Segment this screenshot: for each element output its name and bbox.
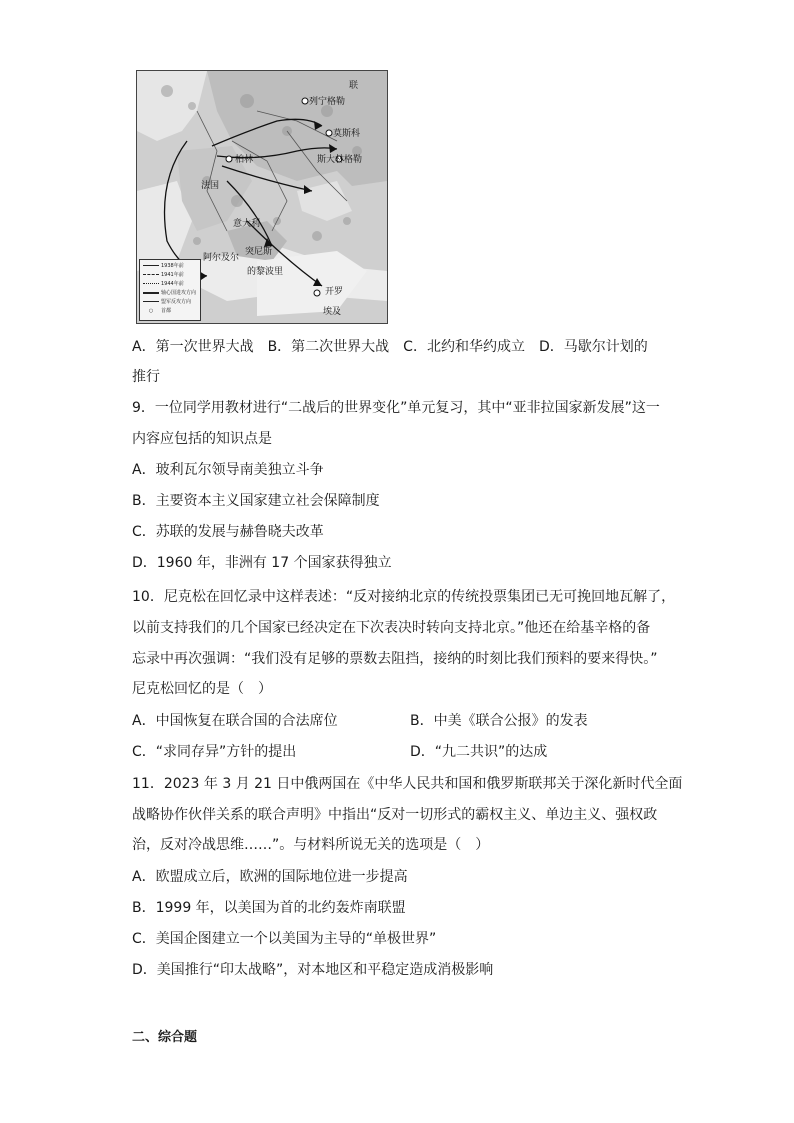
q10-option-b: B．中美《联合公报》的发表: [410, 713, 588, 729]
q8-options: A．第一次世界大战 B．第二次世界大战 C．北约和华约成立 D．马歇尔计划的: [132, 339, 648, 355]
map-label-italy: 意大利: [233, 219, 261, 229]
q9-option-c: C．苏联的发展与赫鲁晓夫改革: [132, 524, 324, 540]
q10-option-d: D．“九二共识”的达成: [410, 744, 548, 760]
q10-stem-cont: 以前支持我们的几个国家已经决定在下次表决时转向支持北京。”他还在给基辛格的备: [132, 620, 651, 636]
map-label-moscow: 莫斯科: [333, 129, 361, 139]
map-label-lian: 联: [349, 81, 359, 91]
legend-item: 1944年前: [143, 281, 184, 287]
q11-stem-cont: 治，反对冷战思维……”。与材料所说无关的选项是（ ）: [132, 837, 490, 853]
map-label-leningrad: 列宁格勒: [309, 97, 346, 107]
map-legend: [139, 259, 201, 321]
legend-item: 1938年前: [143, 263, 184, 269]
legend-item: ○ 首都: [148, 308, 172, 314]
map-label-cairo: 开罗: [325, 287, 344, 297]
map-label-france: 法国: [201, 181, 220, 191]
section-heading: 二、综合题: [132, 1030, 198, 1045]
q11-stem-cont: 战略协作伙伴关系的联合声明》中指出“反对一切形式的霸权主义、单边主义、强权政: [132, 807, 658, 823]
q10-option-a: A．中国恢复在联合国的合法席位: [132, 713, 338, 729]
q10-option-c: C．“求同存异”方针的提出: [132, 744, 297, 760]
q9-option-d: D．1960 年，非洲有 17 个国家获得独立: [132, 555, 392, 571]
legend-item: 盟军反攻方向: [143, 299, 191, 305]
map-label-tripoli: 的黎波里: [247, 267, 284, 277]
map-label-berlin: 柏林: [235, 155, 254, 165]
q9-stem-cont: 内容应包括的知识点是: [132, 431, 272, 447]
q10-stem-cont: 忘录中再次强调：“我们没有足够的票数去阻挡，接纳的时刻比我们预料的要来得快。”: [132, 651, 658, 667]
q9-option-b: B．主要资本主义国家建立社会保障制度: [132, 493, 380, 509]
q9-option-a: A．玻利瓦尔领导南美独立斗争: [132, 462, 324, 478]
q11-option-d: D．美国推行“印太战略”，对本地区和平稳定造成消极影响: [132, 962, 494, 978]
q10-stem: 10．尼克松在回忆录中这样表述：“反对接纳北京的传统投票集团已无可挽回地瓦解了，: [132, 589, 676, 605]
q9-stem: 9．一位同学用教材进行“二战后的世界变化”单元复习，其中“亚非拉国家新发展”这一: [132, 400, 660, 416]
q11-option-b: B．1999 年，以美国为首的北约轰炸南联盟: [132, 900, 406, 916]
q8-options-cont: 推行: [132, 369, 160, 385]
map-label-tunis: 突尼斯: [245, 247, 273, 257]
map-label-algiers: 阿尔及尔: [203, 253, 240, 263]
legend-item: 1941年前: [143, 272, 184, 278]
q10-stem-cont: 尼克松回忆的是（ ）: [132, 681, 272, 697]
map-label-stalingrad: 斯大林格勒: [317, 155, 363, 165]
q11-stem: 11．2023 年 3 月 21 日中俄两国在《中华人民共和国和俄罗斯联邦关于深化新时代全面: [132, 776, 683, 792]
ww2-europe-map: [136, 70, 388, 324]
q11-option-c: C．美国企图建立一个以美国为主导的“单极世界”: [132, 931, 437, 947]
q11-option-a: A．欧盟成立后，欧洲的国际地位进一步提高: [132, 869, 408, 885]
map-label-egypt: 埃及: [323, 307, 342, 317]
legend-item: 轴心国进攻方向: [143, 290, 196, 296]
